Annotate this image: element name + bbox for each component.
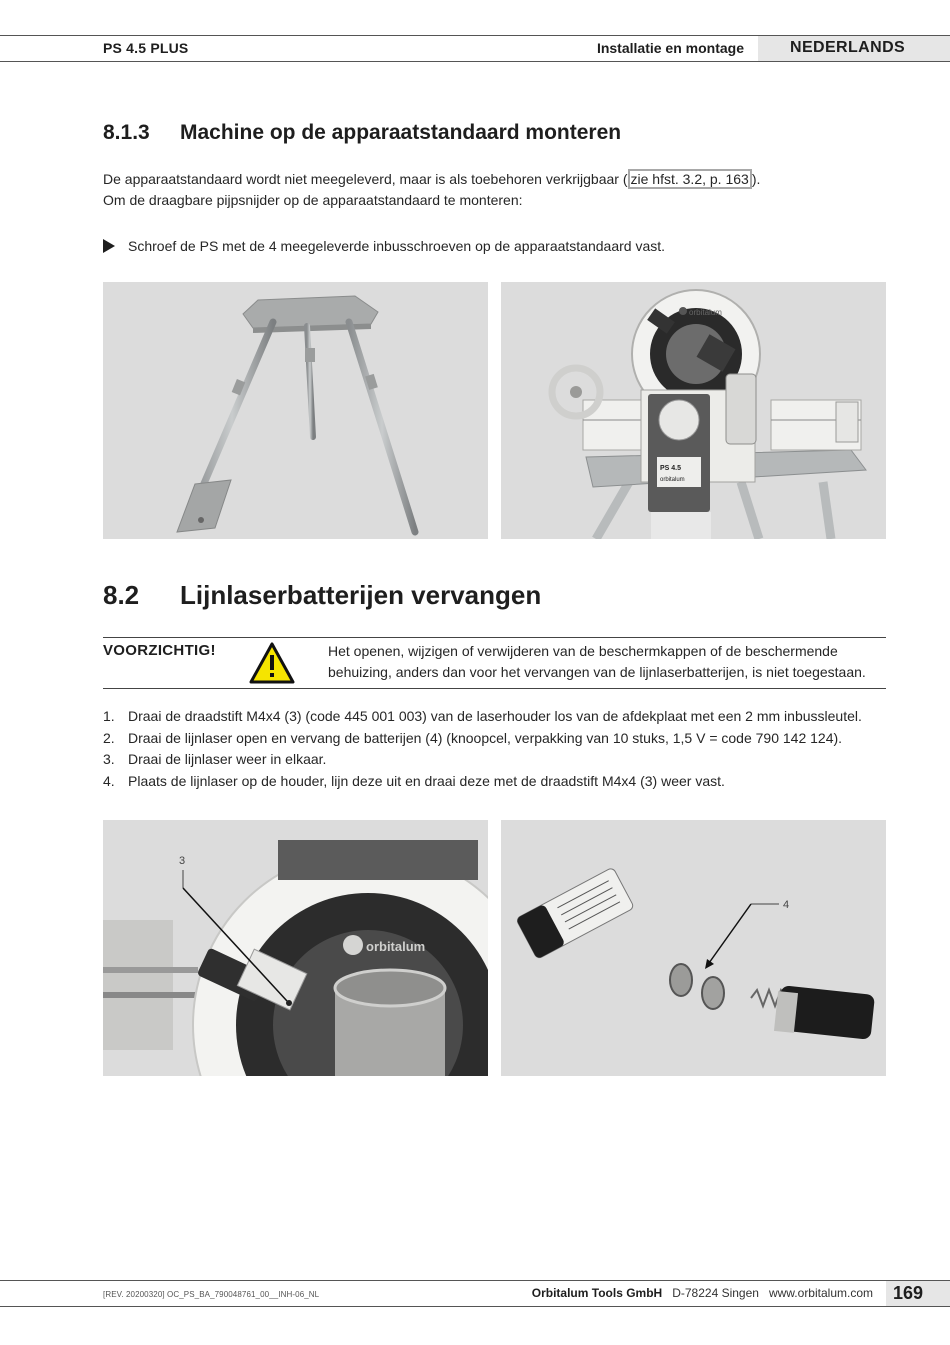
cross-reference-link[interactable]: zie hfst. 3.2, p. 163 [628, 169, 752, 189]
section-82-number: 8.2 [103, 580, 140, 610]
section-82-title: Lijnlaserbatterijen vervangen [180, 580, 542, 610]
page-number: 169 [893, 1283, 924, 1303]
header-product: PS 4.5 PLUS [103, 40, 189, 56]
header-language: NEDERLANDS [790, 39, 906, 56]
procedure-step [103, 771, 862, 793]
footer-website[interactable]: www.orbitalum.com [768, 1286, 873, 1300]
step-text: Draai de lijnlaser weer in elkaar. [128, 751, 327, 767]
callout-3-label: 3 [179, 855, 186, 867]
caution-text: Het openen, wijzigen of verwijderen van de beschermkappen of de beschermende behuizing, anders dan voor het vervangen van de lijnlaserbatterijen, is niet toegestaan. [328, 643, 866, 680]
paragraph-text: ). [751, 171, 761, 187]
laser-holder-illustration [103, 820, 488, 1076]
caution-rule-top [103, 637, 886, 638]
machine-brand-text: orbitalum [689, 308, 722, 317]
ring-brand-text: orbitalum [366, 939, 426, 954]
section-813-number: 8.1.3 [103, 121, 150, 144]
batteries-illustration [501, 820, 886, 1076]
footer-address: D-78224 Singen [672, 1286, 759, 1300]
step-text: Plaats de lijnlaser op de houder, lijn deze uit en draai deze met de draadstift M4x4 (3) weer vast. [128, 772, 725, 789]
footer-rule-bottom [0, 1306, 950, 1307]
procedure-step [103, 706, 862, 728]
step-text: Draai de draadstift M4x4 (3) (code 445 001 003) van de laserhouder los van de afdekplaat met een 2 mm inbussleutel. [128, 708, 862, 724]
instruction-text: Schroef de PS met de 4 meegeleverde inbusschroeven op de apparaatstandaard vast. [128, 238, 666, 254]
header-section: Installatie en montage [596, 40, 744, 56]
caution-rule-bottom [103, 688, 886, 689]
machine-model-text: PS 4.5 [660, 465, 682, 472]
procedure-step [103, 728, 862, 750]
step-number: 2. [103, 729, 115, 746]
header-rule-bottom [0, 61, 950, 62]
footer-revision: [REV. 20200320] OC_PS_BA_790048761_00__INH-06_NL [103, 1290, 320, 1299]
caution-label: VOORZICHTIG! [103, 642, 216, 659]
footer-company: Orbitalum Tools GmbH [531, 1286, 663, 1300]
step-text: Draai de lijnlaser open en vervang de batterijen (4) (knoopcel, verpakking van 10 stuks, 1,5 V = code 790 142 124). [128, 729, 843, 746]
machine-plate-brand-text: orbitalum [660, 477, 685, 483]
procedure-steps [103, 706, 862, 792]
section-813-paragraph-line1 [103, 169, 760, 190]
warning-triangle-icon [249, 642, 295, 684]
callout-4-label: 4 [783, 899, 790, 911]
paragraph-text: De apparaatstandaard wordt niet meegeleverd, maar is als toebehoren verkrijgbaar ( [103, 171, 628, 187]
photo-batteries [501, 820, 886, 1076]
bullet-arrow-icon [103, 239, 115, 253]
procedure-step [103, 749, 862, 771]
step-number: 1. [103, 708, 115, 724]
instruction-bullet [103, 236, 665, 256]
footer-rule-top [0, 1280, 950, 1281]
photo-machine-on-stand [501, 282, 886, 539]
section-813-title: Machine op de apparaatstandaard monteren [180, 121, 622, 144]
photo-tripod-stand [103, 282, 488, 539]
machine-illustration [501, 282, 886, 539]
step-number: 3. [103, 751, 115, 767]
photo-laser-holder [103, 820, 488, 1076]
footer-company-info [532, 1286, 873, 1300]
step-number: 4. [103, 772, 115, 789]
section-813-paragraph-line2: Om de draagbare pijpsnijder op de apparaatstandaard te monteren: [103, 192, 523, 208]
tripod-illustration [103, 282, 488, 539]
